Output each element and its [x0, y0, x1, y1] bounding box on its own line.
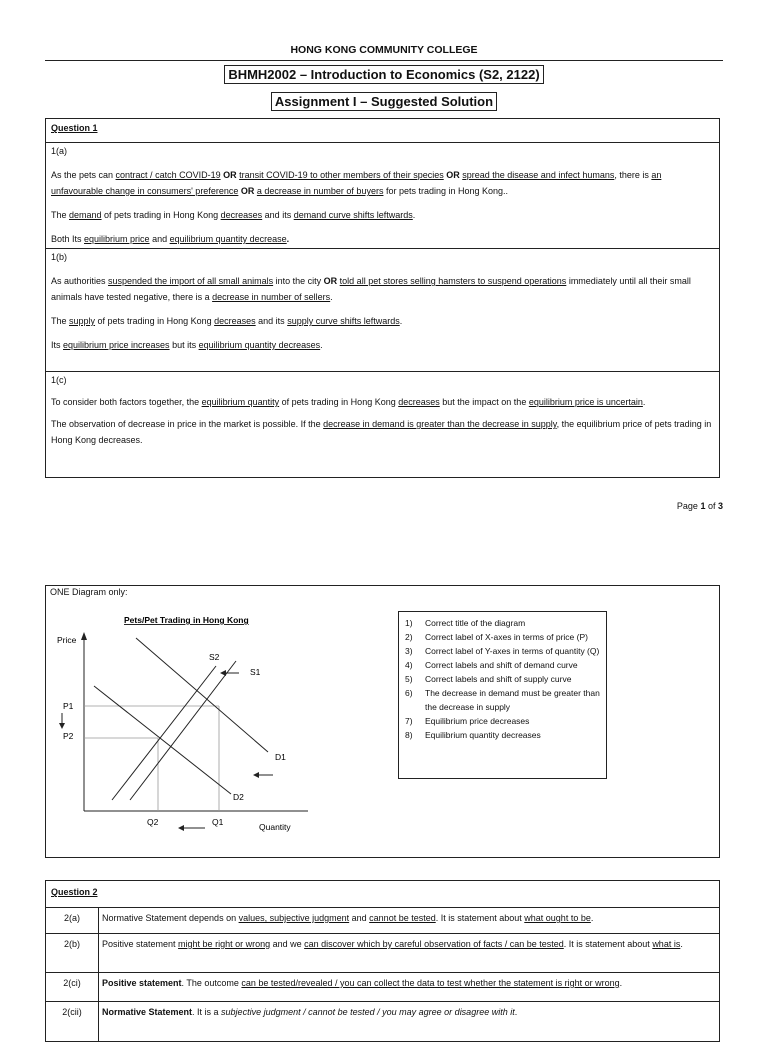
text-run: . It is a [192, 1007, 222, 1017]
criteria-number: 3) [405, 646, 413, 656]
q2ci-row [46, 972, 719, 1001]
q1a-label: 1(a) [51, 146, 68, 156]
text-run: what is [652, 939, 681, 949]
text-run: but the impact on the [439, 397, 529, 407]
text-run: into the city [273, 276, 324, 286]
text-run: decreases [220, 210, 263, 220]
text-run: OR [240, 186, 255, 196]
text-run: Positive statement [102, 939, 179, 949]
q2-label: Q2 [147, 817, 159, 827]
q2cii-text [102, 1004, 715, 1020]
text-run: . [286, 234, 290, 244]
text-run: Both Its [51, 234, 85, 244]
text-run: OR [223, 170, 237, 180]
criteria-text: Correct labels and shift of demand curve [425, 660, 578, 670]
criteria-text: The decrease in demand must be greater than the decrease in supply [425, 688, 600, 712]
college-name: HONG KONG COMMUNITY COLLEGE [290, 44, 478, 56]
text-run: for pets trading in Hong Kong.. [383, 186, 509, 196]
diagram-title: Pets/Pet Trading in Hong Kong [124, 615, 249, 625]
text-run: The [51, 210, 70, 220]
q1c-para-2 [51, 416, 714, 448]
text-run: equilibrium quantity [201, 397, 280, 407]
s2-label: S2 [209, 652, 220, 662]
q2b-row [46, 933, 719, 972]
quantity-shift-arrow [178, 825, 205, 831]
q2ci-label: 2(ci) [46, 973, 99, 1001]
text-run: equilibrium quantity decreases [198, 340, 321, 350]
text-run: , the equilibrium price of pets trading in Hong Kong decreases. [51, 419, 712, 445]
q1a-para-2 [51, 207, 714, 223]
criteria-number: 6) [405, 688, 413, 698]
text-run: an unfavourable change in consumers' preference [51, 170, 662, 196]
criteria-item [399, 672, 606, 686]
text-run: decreases [398, 397, 440, 407]
d2-label: D2 [233, 792, 244, 802]
text-run: supply [69, 316, 96, 326]
text-run: As the pets can [51, 170, 116, 180]
demand-shift-arrow [253, 772, 273, 778]
criteria-text: Correct label of X-axes in terms of price (P) [425, 632, 588, 642]
q1b-cell [46, 249, 719, 372]
supply-curve-s2 [112, 666, 216, 800]
y-axis-arrow [81, 632, 87, 640]
criteria-number: 7) [405, 716, 413, 726]
text-run: Normative Statement [102, 1007, 193, 1017]
question-2-table [45, 880, 720, 1042]
q2b-label: 2(b) [46, 934, 99, 972]
text-run: but its [169, 340, 199, 350]
text-run: and [149, 234, 170, 244]
diagram-box [45, 585, 720, 858]
q2a-row [46, 907, 719, 933]
text-run: . [619, 978, 623, 988]
text-run: might be right or wrong [178, 939, 271, 949]
q2a-label: 2(a) [46, 908, 99, 933]
text-run: The observation of decrease in price in the market is possible. If the [51, 419, 324, 429]
text-run: and its [255, 316, 288, 326]
text-run: decreases [214, 316, 256, 326]
q1a-cell [46, 143, 719, 249]
text-run: . [412, 210, 416, 220]
q2cii-row [46, 1001, 719, 1042]
text-run: . The outcome [181, 978, 242, 988]
q1-title: Question 1 [51, 123, 98, 133]
assignment-title-box [0, 92, 768, 111]
criteria-text: Correct label of Y-axes in terms of quantity (Q) [425, 646, 600, 656]
q1-title-row [46, 119, 719, 143]
q1c-cell [46, 372, 719, 477]
text-run: can be tested/revealed / you can collect the data to test whether the statement is right or wrong [241, 978, 620, 988]
q1-label: Q1 [212, 817, 224, 827]
text-run: what ought to be [524, 913, 591, 923]
d1-label: D1 [275, 752, 286, 762]
criteria-number: 2) [405, 632, 413, 642]
text-run: a decrease in number of buyers [256, 186, 384, 196]
text-run: of pets trading in Hong Kong [95, 316, 215, 326]
s1-label: S1 [250, 667, 261, 677]
price-label: Price [57, 635, 77, 645]
text-run: Its [51, 340, 64, 350]
text-run: supply curve shifts leftwards [287, 316, 400, 326]
text-run: To consider both factors together, the [51, 397, 202, 407]
text-run: equilibrium price increases [63, 340, 170, 350]
criteria-text: Correct labels and shift of supply curve [425, 674, 572, 684]
criteria-text: Equilibrium price decreases [425, 716, 530, 726]
text-run: . It is statement about [563, 939, 653, 949]
diagram-heading: ONE Diagram only: [50, 587, 128, 597]
text-run: suspended the import of all small animals [108, 276, 274, 286]
q1b-para-2 [51, 313, 714, 329]
text-run: immediately until all their small animals have tested negative, there is a [51, 276, 691, 302]
text-run: of pets trading in Hong Kong [101, 210, 221, 220]
text-run: spread the disease and infect humans [462, 170, 615, 180]
criteria-number: 4) [405, 660, 413, 670]
course-title: BHMH2002 – Introduction to Economics (S2, 2122) [224, 65, 543, 84]
text-run: As authorities [51, 276, 109, 286]
text-run: . [590, 913, 594, 923]
q2ci-text [102, 975, 715, 991]
text-run: OR [446, 170, 460, 180]
text-run: equilibrium price is uncertain [528, 397, 643, 407]
text-run: . [514, 1007, 518, 1017]
text-run: decrease in number of sellers [212, 292, 331, 302]
q2b-text [102, 936, 715, 952]
q1b-para-1 [51, 273, 714, 305]
supply-curve-s1 [130, 661, 236, 800]
criteria-item [399, 644, 606, 658]
supply-shift-arrow [220, 670, 239, 676]
supply-demand-diagram [46, 586, 386, 856]
text-run: and we [270, 939, 305, 949]
q2a-text [102, 910, 715, 926]
q1c-label: 1(c) [51, 375, 67, 385]
text-run: contract / catch COVID-19 [115, 170, 221, 180]
q1b-para-3 [51, 337, 714, 353]
text-run: . [680, 939, 683, 949]
text-run: demand [69, 210, 102, 220]
text-run: demand curve shifts leftwards [293, 210, 413, 220]
q1a-para-3 [51, 231, 714, 247]
question-1-table [45, 118, 720, 478]
text-run: and its [262, 210, 294, 220]
header-rule [45, 60, 723, 61]
text-run: Positive statement [102, 978, 182, 988]
text-run: . [399, 316, 403, 326]
criteria-item [399, 616, 606, 630]
text-run: , there is [614, 170, 652, 180]
text-run: can discover which by careful observation of facts / can be tested [304, 939, 564, 949]
text-run: . [330, 292, 333, 302]
criteria-item [399, 728, 606, 742]
criteria-item [399, 686, 606, 714]
criteria-number: 8) [405, 730, 413, 740]
q2-title: Question 2 [51, 887, 98, 897]
q1c-para-1 [51, 394, 714, 410]
criteria-number: 5) [405, 674, 413, 684]
text-run: . [642, 397, 646, 407]
text-run: told all pet stores selling hamsters to suspend operations [339, 276, 567, 286]
criteria-list [399, 616, 606, 742]
text-run: The [51, 316, 70, 326]
text-run: and [349, 913, 370, 923]
assignment-title: Assignment I – Suggested Solution [271, 92, 497, 111]
criteria-item [399, 658, 606, 672]
text-run: cannot be tested [369, 913, 436, 923]
criteria-number: 1) [405, 618, 413, 628]
text-run: transit COVID-19 to other members of their species [239, 170, 444, 180]
text-run: OR [323, 276, 338, 286]
text-run: of pets trading in Hong Kong [279, 397, 399, 407]
criteria-item [399, 714, 606, 728]
p2-label: P2 [63, 731, 74, 741]
q1a-para-1 [51, 167, 714, 199]
text-run: equilibrium price [84, 234, 150, 244]
page-number: Page 1 of 3 [676, 501, 723, 511]
q1b-label: 1(b) [51, 252, 68, 262]
criteria-text: Equilibrium quantity decreases [425, 730, 541, 740]
text-run: . It is statement about [435, 913, 525, 923]
text-run: equilibrium quantity decrease [169, 234, 287, 244]
p1-label: P1 [63, 701, 74, 711]
text-run: subjective judgment / cannot be tested / you may agree or disagree with it [221, 1007, 515, 1017]
text-run: decrease in demand is greater than the decrease in supply [323, 419, 557, 429]
price-shift-arrow [59, 713, 65, 729]
text-run: values, subjective judgment [238, 913, 350, 923]
criteria-item [399, 630, 606, 644]
text-run: . [320, 340, 323, 350]
q2cii-label: 2(cii) [46, 1002, 99, 1042]
text-run: Normative Statement depends on [102, 913, 239, 923]
criteria-text: Correct title of the diagram [425, 618, 526, 628]
quantity-label: Quantity [259, 822, 291, 832]
course-title-box [0, 65, 768, 84]
marking-criteria-box [398, 611, 607, 779]
